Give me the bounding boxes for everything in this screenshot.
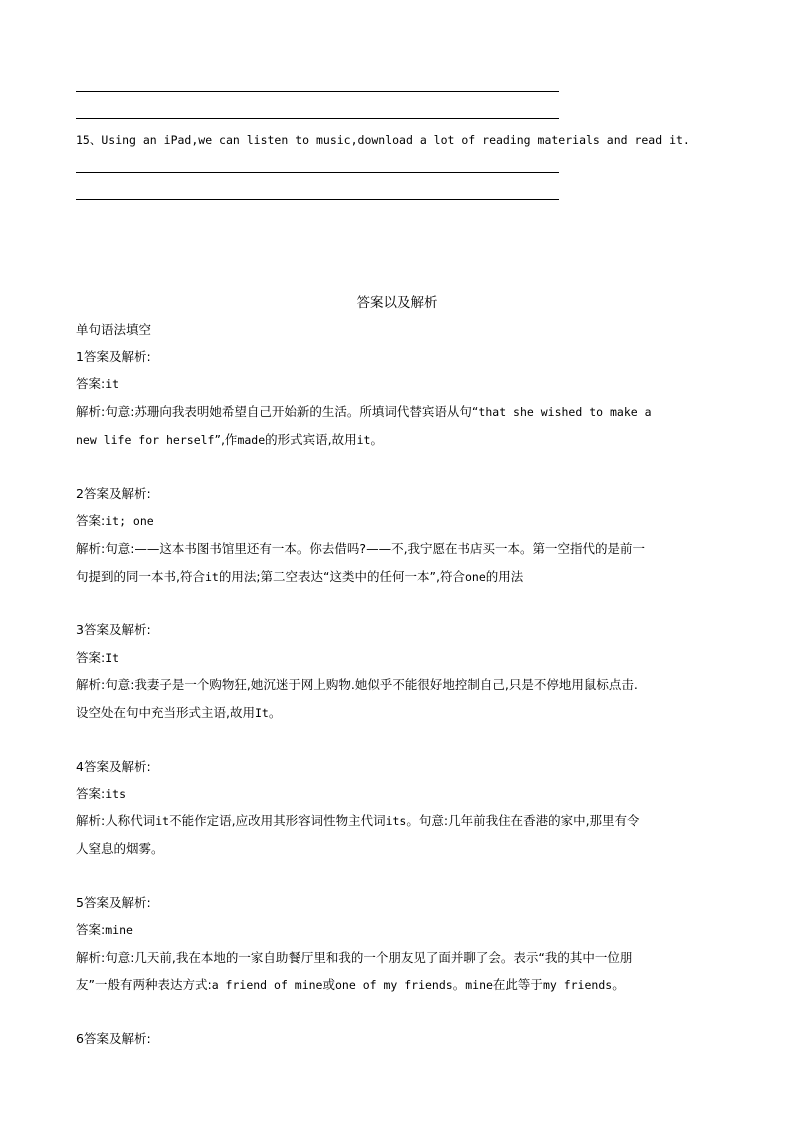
answer-item-header: 3答案及解析:: [76, 622, 151, 637]
analysis-label: 解析:: [76, 950, 106, 965]
answer-value: its: [105, 787, 126, 801]
analysis-code: mine: [465, 978, 493, 992]
analysis-code: that she wished to make a: [478, 405, 652, 419]
analysis-code: a friend of mine: [211, 978, 323, 992]
analysis-line: [76, 841, 164, 857]
analysis-label: 解析:: [76, 541, 106, 556]
answer-value: mine: [105, 923, 133, 937]
answer-label: 答案:: [76, 376, 106, 391]
analysis-line: [76, 813, 640, 829]
analysis-label: 解析:: [76, 813, 106, 828]
answer-line-1: [76, 376, 119, 392]
analysis-code: one: [464, 570, 486, 584]
analysis-text: 句意:我妻子是一个购物狂,她沉迷于网上购物.她似乎不能很好地控制自己,只是不停地用鼠标点击.: [105, 677, 638, 692]
answer-line-5: [76, 922, 133, 938]
analysis-text: 。句意:几年前我住在香港的家中,那里有令: [406, 813, 640, 828]
analysis-text: 在此等于: [492, 977, 543, 992]
answer-line: [76, 199, 559, 200]
analysis-text: 友”一般有两种表达方式:: [76, 977, 212, 992]
analysis-text: 。: [370, 432, 383, 447]
answer-item-header: 6答案及解析:: [76, 1031, 151, 1046]
analysis-text: 句意:——这本书图书馆里还有一本。你去借吗?——不,我宁愿在书店买一本。第一空指代的是前一: [105, 541, 646, 556]
analysis-text: 。: [612, 977, 625, 992]
analysis-code: one of my friends: [335, 978, 453, 992]
analysis-text: 人称代词: [105, 813, 156, 828]
answer-section-title: 答案以及解析: [356, 295, 438, 311]
analysis-line: [76, 541, 645, 557]
analysis-text: 句意:几天前,我在本地的一家自助餐厅里和我的一个朋友见了面并聊了会。表示“我的其中一位朋: [105, 950, 633, 965]
analysis-line: [76, 977, 625, 993]
answer-item-header: 4答案及解析:: [76, 759, 151, 774]
analysis-line: [76, 677, 638, 693]
analysis-code: its: [385, 814, 407, 828]
analysis-code: it: [155, 814, 170, 828]
answer-item-header: 1答案及解析:: [76, 349, 151, 364]
analysis-code: my friends: [542, 978, 613, 992]
answer-line: [76, 118, 559, 119]
analysis-text: 句意:苏珊向我表明她希望自己开始新的生活。所填词代替宾语从句“: [105, 404, 479, 419]
answer-line-2: [76, 513, 154, 529]
analysis-code: it: [204, 570, 219, 584]
answer-value: it; one: [105, 514, 154, 528]
analysis-code: it: [356, 433, 371, 447]
analysis-text: ”,作: [214, 432, 238, 447]
analysis-text: 设空处在句中充当形式主语,故用: [76, 705, 255, 720]
question-15-text: 15、Using an iPad,we can listen to music,download a lot of reading materials and read it.: [76, 133, 690, 147]
analysis-code: new life for herself: [76, 433, 215, 447]
answer-label: 答案:: [76, 513, 106, 528]
analysis-label: 解析:: [76, 404, 106, 419]
analysis-line: [76, 404, 652, 420]
answer-section-subtitle: 单句语法填空: [76, 322, 152, 337]
answer-line-4: [76, 786, 126, 802]
answer-line-3: [76, 650, 119, 666]
analysis-line: [76, 432, 383, 448]
analysis-line: [76, 569, 523, 585]
answer-line: [76, 91, 559, 92]
answer-label: 答案:: [76, 922, 106, 937]
analysis-text: 的用法: [485, 569, 524, 584]
answer-value: It: [105, 651, 120, 665]
answer-label: 答案:: [76, 650, 106, 665]
analysis-label: 解析:: [76, 677, 106, 692]
analysis-code: made: [237, 433, 266, 447]
answer-value: it: [105, 377, 120, 391]
analysis-text: 的形式宾语,故用: [265, 432, 357, 447]
analysis-text: 。: [452, 977, 466, 992]
answer-label: 答案:: [76, 786, 106, 801]
analysis-text: 的用法;第二空表达“这类中的任何一本”,符合: [218, 569, 465, 584]
answer-item-header: 5答案及解析:: [76, 895, 151, 910]
analysis-text: 句提到的同一本书,符合: [76, 569, 205, 584]
analysis-line: [76, 705, 281, 721]
answer-item-header: 2答案及解析:: [76, 486, 151, 501]
analysis-text: 人窒息的烟雾。: [76, 841, 164, 856]
analysis-line: [76, 950, 632, 966]
answer-line: [76, 172, 559, 173]
analysis-text: 。: [268, 705, 282, 720]
analysis-text: 或: [322, 977, 335, 992]
analysis-code: It: [254, 706, 269, 720]
analysis-text: 不能作定语,应改用其形容词性物主代词: [169, 813, 386, 828]
